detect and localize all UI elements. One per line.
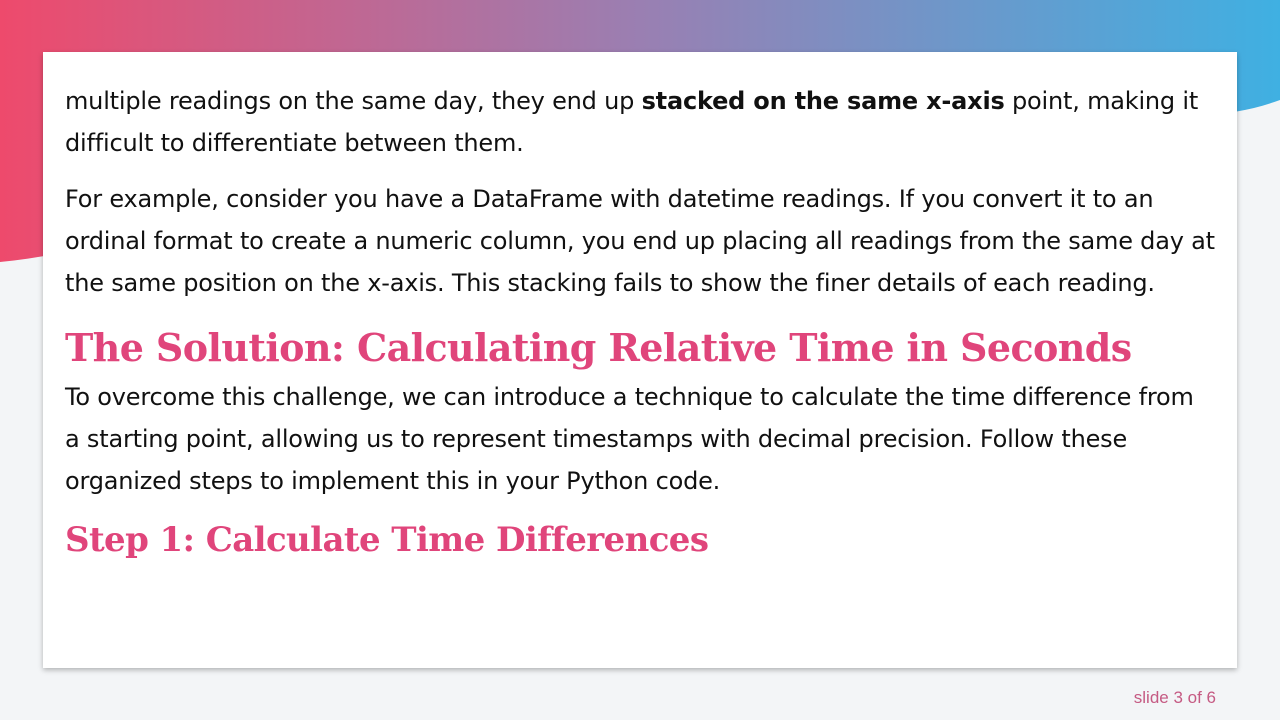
content-card	[43, 52, 1237, 668]
slide-counter: slide 3 of 6	[1133, 688, 1216, 707]
heading-solution: The Solution: Calculating Relative Time in Seconds	[65, 325, 1132, 370]
paragraph-1-text: multiple readings on the same day, they end up	[65, 87, 642, 115]
paragraph-1-bold: stacked on the same x-axis	[641, 87, 1005, 115]
paragraph-1-tail: point, making it difficult to differentiate between them.	[65, 87, 1199, 157]
paragraph-example: For example, consider you have a DataFrame with datetime readings. If you convert it to an ordinal format to create a numeric column, you end up placing all readings from the same day at the same position on the x-axis. This stacking fails to show the finer details of each reading.	[65, 185, 1215, 297]
paragraph-stacking-problem	[65, 80, 1215, 164]
paragraph-solution: To overcome this challenge, we can introduce a technique to calculate the time difference from a starting point, allowing us to represent timestamps with decimal precision. Follow these organized steps to implement this in your Python code.	[65, 383, 1194, 495]
heading-step-1: Step 1: Calculate Time Differences	[65, 520, 709, 560]
